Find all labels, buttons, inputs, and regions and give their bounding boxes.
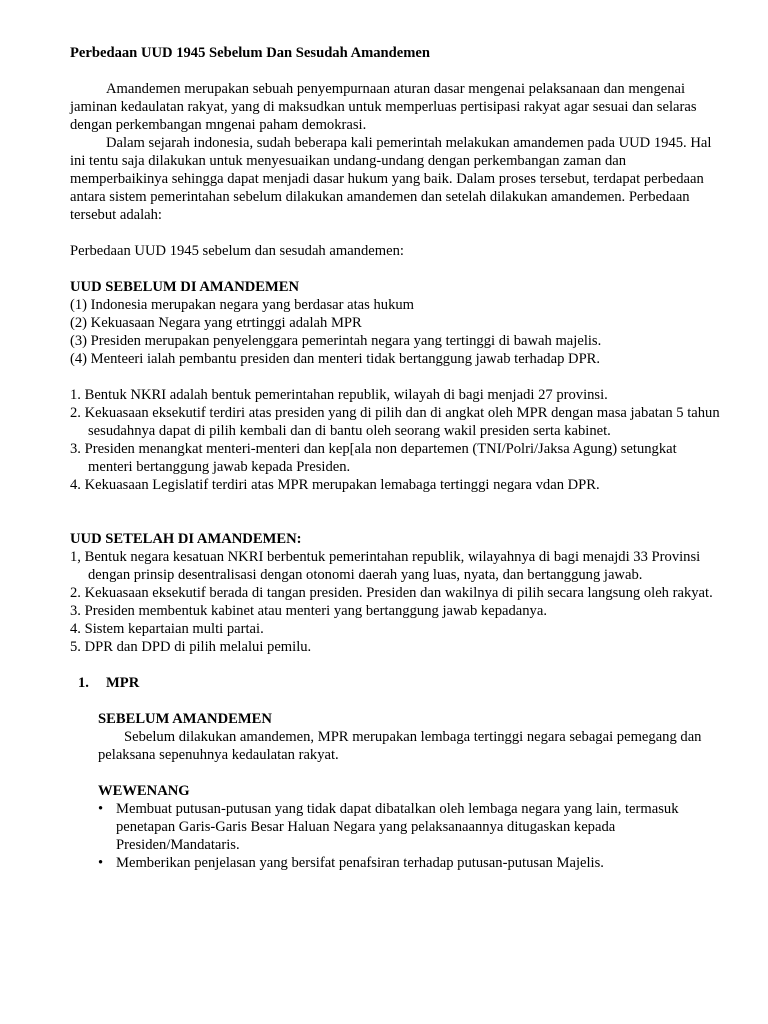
before-paren-item: (2) Kekuasaan Negara yang etrtinggi adalah MPR [70, 315, 362, 331]
mpr-number: 1. [78, 675, 89, 691]
after-item: 1, Bentuk negara kesatuan NKRI berbentuk pemerintahan republik, wilayahnya di bagi menajdi 33 Provinsi dengan prinsip desentralisasi dengan otonomi daerah yang luas, nyata, dan bertanggung jawab. [70, 549, 701, 583]
before-num-item: 2. Kekuasaan eksekutif terdiri atas presiden yang di pilih dan di angkat oleh MPR dengan masa jabatan 5 tahun sesudahnya dapat di pilih kembali dan di bantu oleh seorang wakil presiden serta kabinet. [70, 405, 720, 439]
mpr-subsection [70, 710, 720, 800]
mpr-section-heading [70, 674, 720, 692]
list-item-text: Membuat putusan-putusan yang tidak dapat dibatalkan oleh lembaga negara yang lain, termasuk penetapan Garis-Garis Besar Haluan Negara yang pelaksanaannya ditugaskan kepada Presiden/Mandataris. [116, 801, 679, 853]
after-item: 2. Kekuasaan eksekutif berada di tangan presiden. Presiden dan wakilnya di pilih secara langsung oleh rakyat. [70, 585, 713, 601]
intro-paragraph-3: Perbedaan UUD 1945 sebelum dan sesudah amandemen: [70, 243, 404, 259]
spacer [70, 494, 720, 512]
before-num-item: 1. Bentuk NKRI adalah bentuk pemerintahan republik, wilayah di bagi menjadi 27 provinsi. [70, 387, 608, 403]
spacer [70, 368, 720, 386]
after-item: 5. DPR dan DPD di pilih melalui pemilu. [70, 639, 312, 655]
before-paren-item: (1) Indonesia merupakan negara yang berdasar atas hukum [70, 297, 415, 313]
spacer [70, 62, 720, 80]
before-paren-item: (4) Menteeri ialah pembantu presiden dan menteri tidak bertanggung jawab terhadap DPR. [70, 351, 601, 367]
spacer [70, 512, 720, 530]
bullet-icon: • [98, 801, 104, 817]
spacer [70, 692, 720, 710]
spacer [98, 764, 720, 782]
spacer [70, 260, 720, 278]
bullet-icon: • [98, 855, 104, 871]
wewenang-heading: WEWENANG [98, 783, 190, 799]
before-num-item: 4. Kekuasaan Legislatif terdiri atas MPR merupakan lemabaga tertinggi negara vdan DPR. [70, 477, 600, 493]
before-num-item: 3. Presiden menangkat menteri-menteri dan kep[ala non departemen (TNI/Polri/Jaksa Agung) setungkat menteri bertanggung jawab kepada Presiden. [70, 441, 677, 475]
spacer [70, 656, 720, 674]
mpr-label: MPR [106, 675, 140, 691]
list-item-text: Memberikan penjelasan yang bersifat penafsiran terhadap putusan-putusan Majelis. [116, 855, 604, 871]
document-title: Perbedaan UUD 1945 Sebelum Dan Sesudah Amandemen [70, 45, 431, 61]
mpr-sub-text: Sebelum dilakukan amandemen, MPR merupakan lembaga tertinggi negara sebagai pemegang dan pelaksana sepenuhnya kedaulatan rakyat. [98, 729, 702, 763]
after-heading: UUD SETELAH DI AMANDEMEN: [70, 531, 302, 547]
after-item: 3. Presiden membentuk kabinet atau menteri yang bertanggung jawab kepadanya. [70, 603, 547, 619]
list-item [98, 854, 720, 872]
spacer [70, 224, 720, 242]
wewenang-list [70, 800, 720, 872]
intro-paragraph-1: Amandemen merupakan sebuah penyempurnaan aturan dasar mengenai pelaksanaan dan mengenai jaminan kedaulatan rakyat, yang di maksudkan untuk memperluas pertisipasi rakyat agar sesuai dan selaras dengan perkembangan mngenai paham demokrasi. [70, 81, 697, 133]
mpr-sub-heading: SEBELUM AMANDEMEN [98, 711, 272, 727]
document-page [70, 44, 720, 872]
list-item [98, 800, 720, 854]
after-item: 4. Sistem kepartaian multi partai. [70, 621, 264, 637]
before-paren-item: (3) Presiden merupakan penyelenggara pemerintah negara yang tertinggi di bawah majelis. [70, 333, 602, 349]
before-heading: UUD SEBELUM DI AMANDEMEN [70, 279, 300, 295]
intro-paragraph-2: Dalam sejarah indonesia, sudah beberapa kali pemerintah melakukan amandemen pada UUD 1945. Hal ini tentu saja dilakukan untuk menyesuaikan undang-undang dengan perkembangan zaman dan memperbaikinya sehingga dapat menjadi dasar hukum yang baik. Dalam proses tersebut, terdapat perbedaan antara sistem pemerintahan sebelum dilakukan amandemen dan setelah dilakukan amandemen. Perbedaan tersebut adalah: [70, 135, 712, 223]
